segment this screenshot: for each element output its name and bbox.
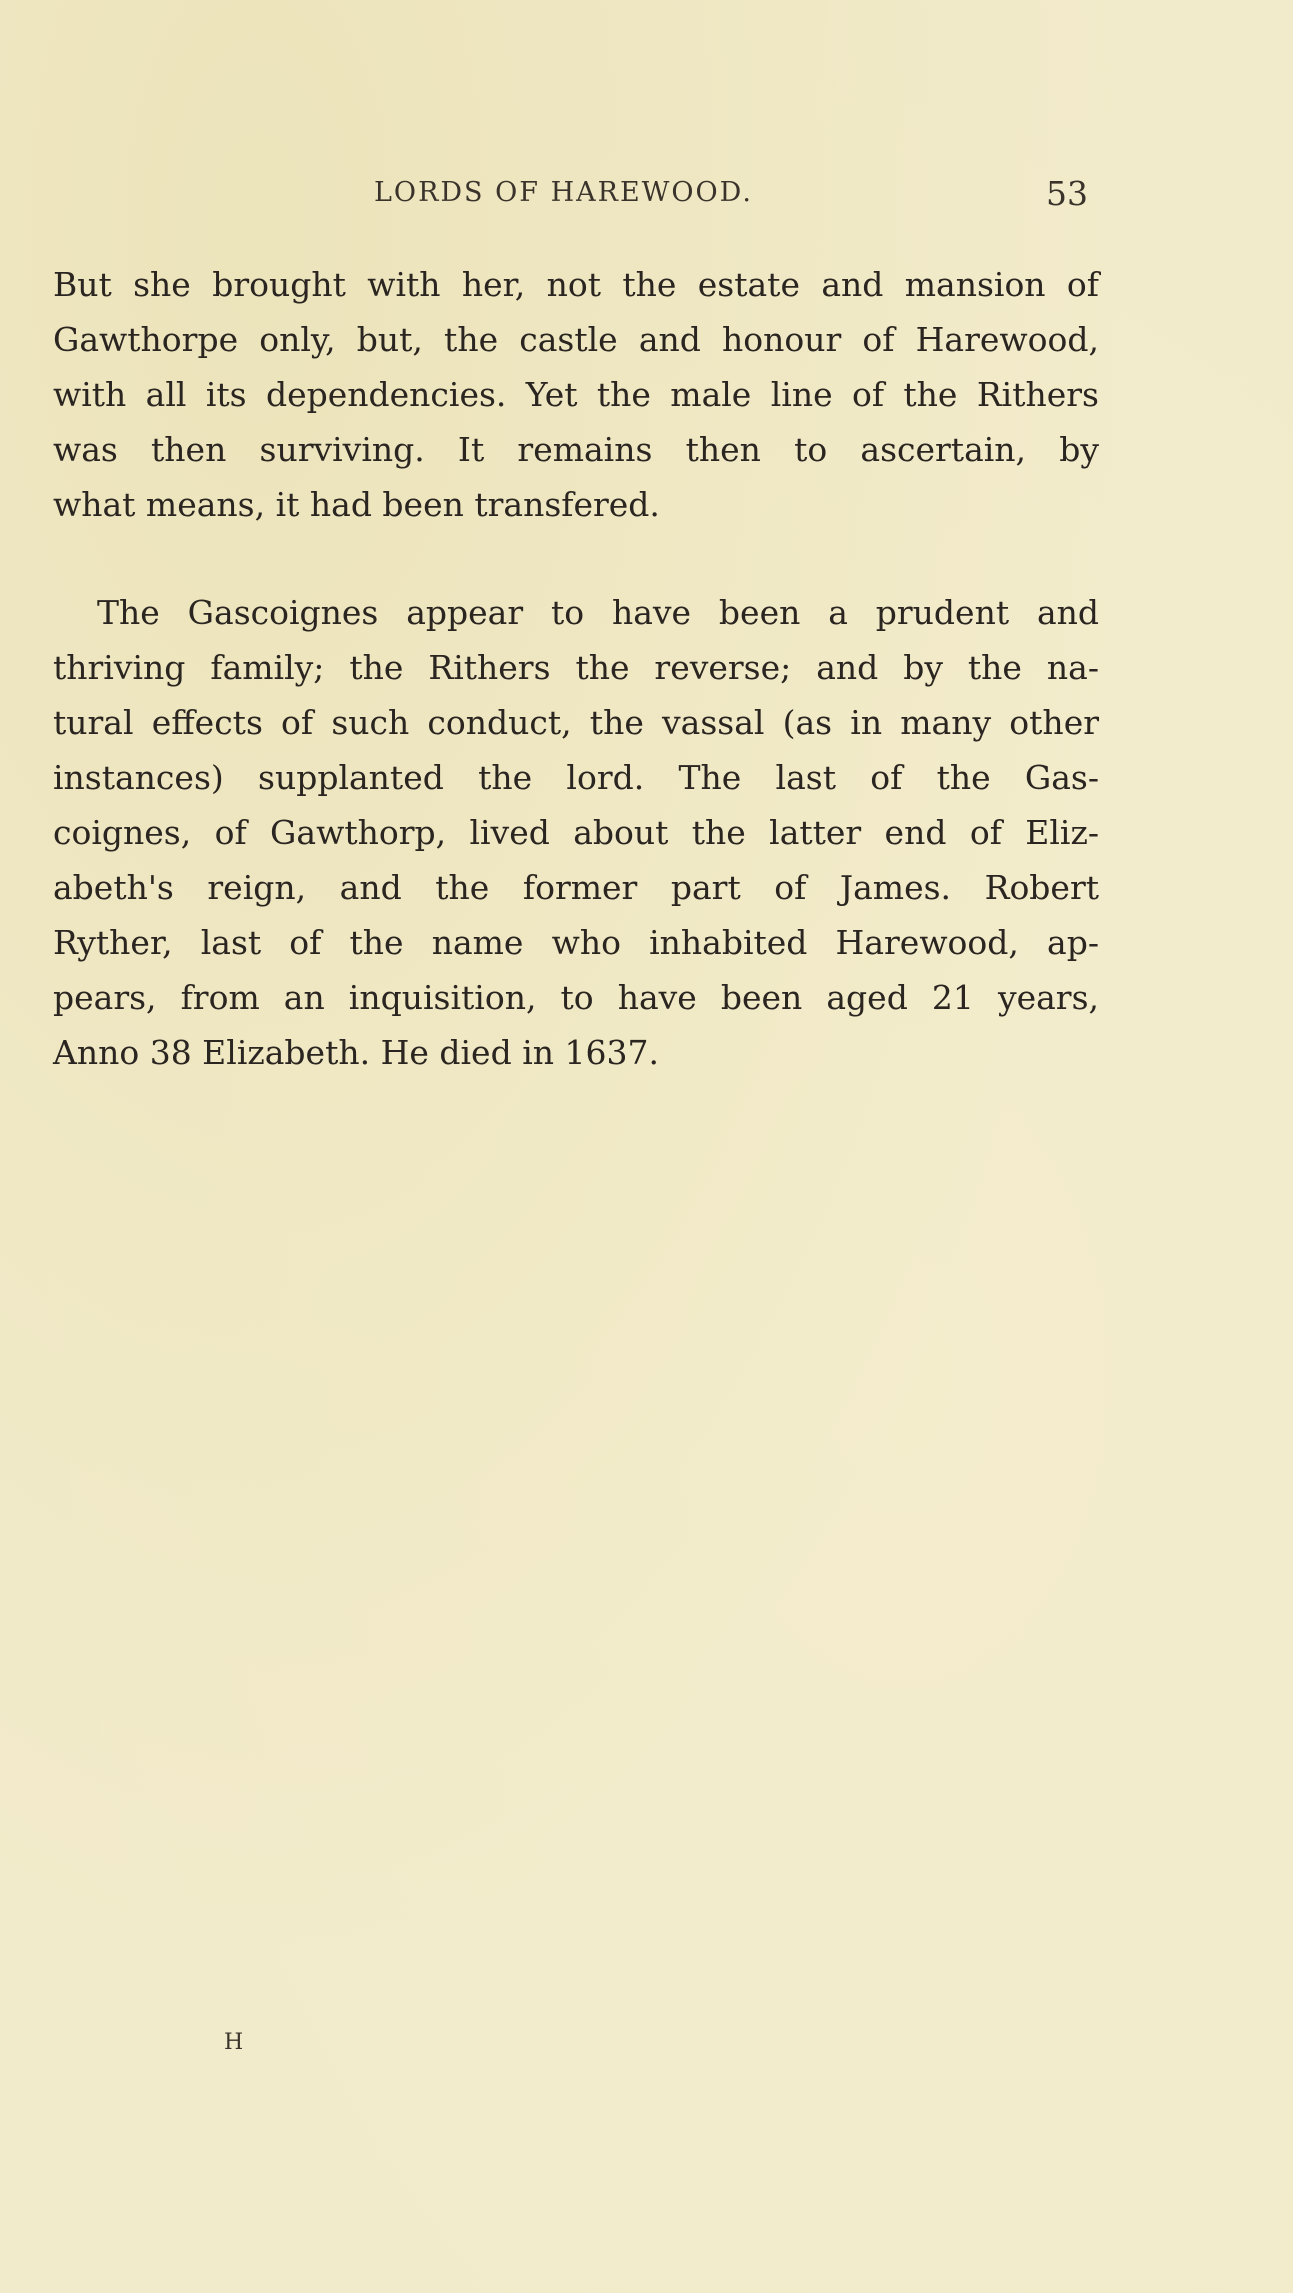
page-number: 53: [1046, 174, 1088, 213]
signature-mark: H: [224, 2030, 244, 2055]
text-line: tural effects of such conduct, the vassal (as in many other: [53, 703, 1099, 742]
text-line: But she brought with her, not the estate and mansion of: [53, 265, 1099, 304]
text-line: what means, it had been transfered.: [53, 485, 660, 524]
text-line: The Gascoignes appear to have been a prudent and: [97, 593, 1099, 632]
text-line: abeth's reign, and the former part of James. Robert: [53, 868, 1099, 907]
text-line: thriving family; the Rithers the reverse; and by the na-: [53, 648, 1099, 687]
running-head: LORDS OF HAREWOOD.: [374, 177, 753, 208]
text-line: Ryther, last of the name who inhabited Harewood, ap-: [53, 923, 1099, 962]
text-line: pears, from an inquisition, to have been aged 21 years,: [53, 978, 1099, 1017]
text-line: instances) supplanted the lord. The last of the Gas-: [53, 758, 1099, 797]
text-line: coignes, of Gawthorp, lived about the latter end of Eliz-: [53, 813, 1099, 852]
text-line: was then surviving. It remains then to ascertain, by: [53, 430, 1099, 469]
text-line: with all its dependencies. Yet the male line of the Rithers: [53, 375, 1099, 414]
text-line: Gawthorpe only, but, the castle and honour of Harewood,: [53, 320, 1099, 359]
text-line: Anno 38 Elizabeth. He died in 1637.: [53, 1033, 659, 1072]
